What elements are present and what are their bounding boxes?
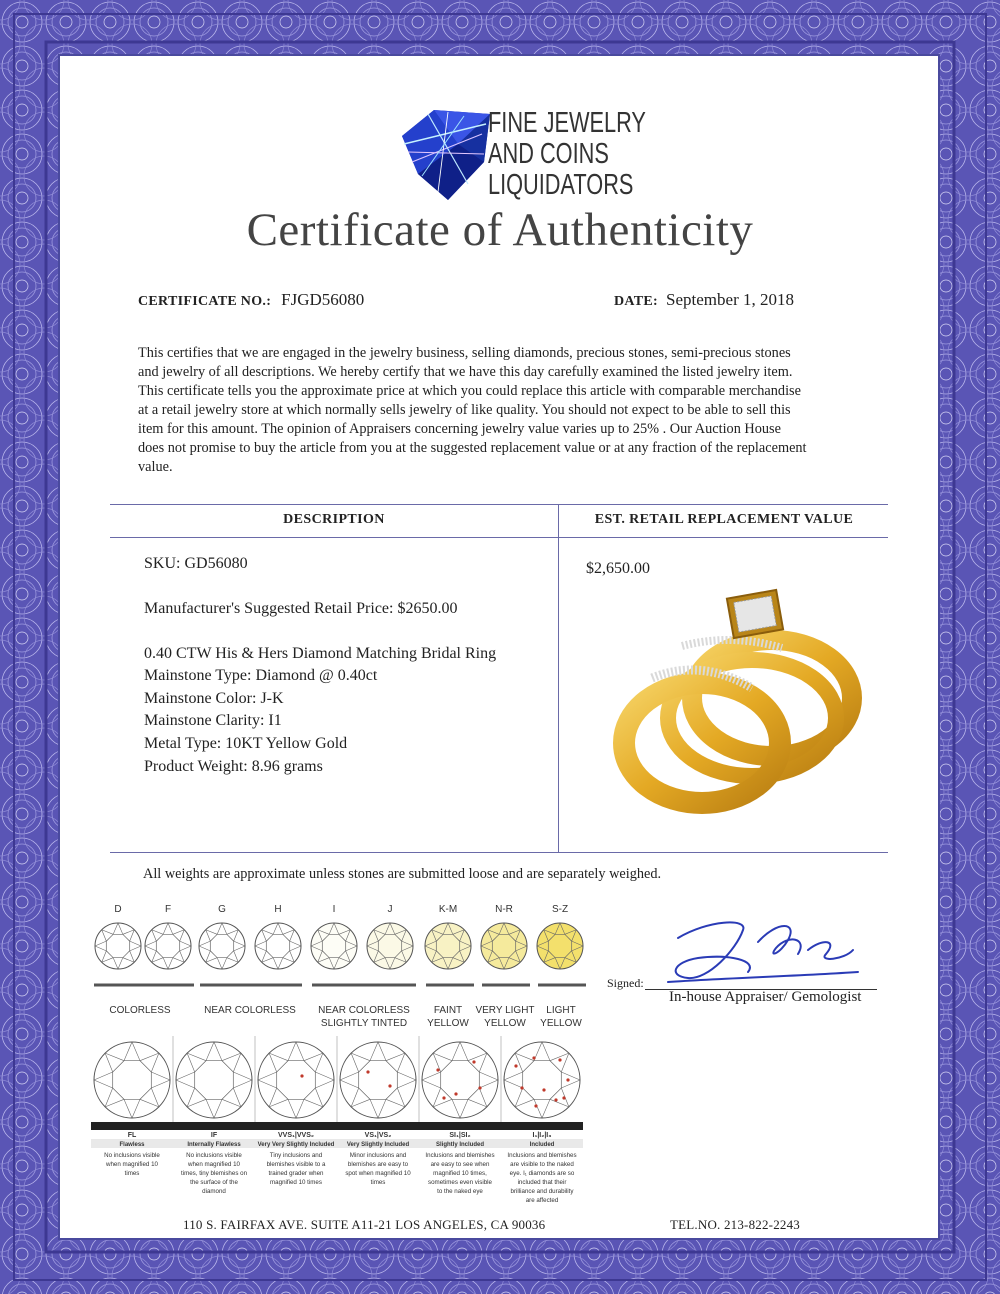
clarity-desc: No inclusions visible	[104, 1152, 160, 1159]
clarity-desc: times, tiny blemishes on	[180, 1170, 248, 1177]
clarity-name: Internally Flawless	[187, 1142, 241, 1148]
clarity-grade: I₁|I₂|I₃	[532, 1132, 552, 1139]
clarity-name: Very Very Slightly Included	[257, 1142, 335, 1148]
color-group-label: NEAR COLORLESS	[204, 1005, 296, 1016]
clarity-inclusion	[472, 1060, 475, 1063]
clarity-desc: Inclusions and blemishes	[507, 1152, 577, 1159]
detail-line: Metal Type: 10KT Yellow Gold	[144, 735, 348, 752]
clarity-name: Included	[529, 1142, 555, 1148]
clarity-grade: IF	[210, 1132, 218, 1139]
date-value: September 1, 2018	[666, 290, 794, 309]
weights-note: All weights are approximate unless stones are submitted loose and are separately weighed.	[143, 866, 662, 882]
color-group-label: COLORLESS	[109, 1005, 171, 1016]
clarity-desc: are easy to see when	[430, 1161, 490, 1168]
color-grade-label: S-Z	[551, 904, 569, 915]
clarity-bar	[419, 1122, 501, 1130]
clarity-inclusion	[558, 1058, 561, 1061]
clarity-inclusion	[514, 1064, 517, 1067]
clarity-inclusion	[388, 1084, 391, 1087]
detail-line: Mainstone Type: Diamond @ 0.40ct	[144, 667, 378, 684]
description-header: DESCRIPTION	[283, 512, 385, 527]
clarity-desc: trained grader when	[268, 1170, 324, 1177]
table-top-rule	[110, 504, 888, 505]
date-label: DATE:	[614, 294, 659, 309]
detail-line: Product Weight: 8.96 grams	[144, 758, 323, 775]
clarity-desc: included that their	[517, 1179, 567, 1186]
color-grade-label: G	[218, 904, 226, 915]
clarity-desc: when magnified 10	[106, 1161, 158, 1168]
detail-line: 0.40 CTW His & Hers Diamond Matching Bridal Ring	[144, 645, 497, 662]
clarity-desc: No inclusions visible	[186, 1152, 242, 1159]
clarity-grade: VVS₁|VVS₂	[278, 1132, 314, 1139]
clarity-desc: brilliance and durability	[510, 1188, 574, 1195]
color-group-label: FAINT	[433, 1005, 463, 1016]
diamond-grading-chart	[90, 896, 610, 1216]
intro-line: value.	[138, 459, 173, 475]
clarity-bar	[91, 1122, 173, 1130]
clarity-desc: to the naked eye	[437, 1188, 483, 1195]
color-group-label: NEAR COLORLESS	[318, 1005, 410, 1016]
color-grade-label: F	[164, 904, 172, 915]
logo-line-1: FINE JEWELRY	[488, 107, 646, 139]
color-group-label: LIGHT	[546, 1005, 576, 1016]
clarity-inclusion	[454, 1092, 457, 1095]
clarity-inclusion	[300, 1074, 303, 1077]
clarity-inclusion	[542, 1088, 545, 1091]
logo-line-3: LIQUIDATORS	[488, 169, 634, 201]
footer-address: 110 S. FAIRFAX AVE. SUITE A11-21 LOS ANGELES, CA 90036	[183, 1217, 546, 1232]
color-group-label: YELLOW	[540, 1018, 582, 1029]
clarity-inclusion	[520, 1086, 523, 1089]
value-header: EST. RETAIL REPLACEMENT VALUE	[594, 512, 854, 527]
clarity-name: Very Slightly Included	[346, 1142, 410, 1148]
table-column-divider	[558, 504, 559, 852]
detail-line: Mainstone Clarity: I1	[144, 712, 282, 729]
clarity-desc: when magnified 10	[188, 1161, 240, 1168]
clarity-desc: eye. I₁ diamonds are so	[509, 1170, 575, 1177]
clarity-inclusion	[566, 1078, 569, 1081]
clarity-inclusion	[436, 1068, 439, 1071]
color-grade-label: H	[274, 904, 282, 915]
intro-line: and jewelry of all descriptions. We hereby certify that we have this day carefully examined the listed jewelry item.	[138, 364, 793, 380]
clarity-desc: are affected	[525, 1197, 559, 1204]
clarity-inclusion	[562, 1096, 565, 1099]
footer-phone: TEL.NO. 213-822-2243	[670, 1217, 801, 1232]
intro-line: at a retail jewelry store at which normally sells jewelry of like quality. You should not expect to be able to sell this	[138, 402, 791, 418]
clarity-name: Flawless	[119, 1142, 145, 1148]
clarity-inclusion	[366, 1070, 369, 1073]
color-group-label: VERY LIGHT	[475, 1005, 535, 1016]
intro-paragraph	[138, 344, 878, 477]
intro-line: does not promise to buy the article from you at the suggested replacement value or at any fraction of the replacement	[138, 440, 807, 456]
clarity-inclusion	[478, 1086, 481, 1089]
clarity-desc: magnified 10 times,	[433, 1170, 487, 1177]
clarity-inclusion	[534, 1104, 537, 1107]
clarity-bar	[173, 1122, 255, 1130]
clarity-desc: the surface of the	[190, 1179, 238, 1186]
clarity-grade: SI₁|SI₂	[449, 1132, 471, 1139]
table-header-rule	[110, 537, 888, 538]
clarity-bar	[501, 1122, 583, 1130]
clarity-desc: sometimes even visible	[428, 1179, 492, 1186]
color-grade-label: I	[332, 904, 336, 915]
appraiser-title: In-house Appraiser/ Gemologist	[669, 989, 862, 1005]
ring-set-image	[612, 588, 862, 826]
color-group-label: SLIGHTLY TINTED	[320, 1018, 408, 1029]
certificate-number-value: FJGD56080	[281, 290, 365, 309]
clarity-bar	[337, 1122, 419, 1130]
replacement-value: $2,650.00	[586, 560, 650, 577]
certificate-number-label: CERTIFICATE NO.:	[138, 294, 272, 309]
clarity-desc: diamond	[202, 1188, 226, 1195]
signature-image	[648, 910, 868, 990]
intro-line: item for this amount. The opinion of Appraisers concerning jewelry value varies up to 25% . Our Auction House	[138, 421, 781, 437]
intro-line: This certificate tells you the approximate price at which you could replace this article with comparable merchandise	[138, 383, 801, 399]
clarity-grade: FL	[127, 1132, 137, 1139]
clarity-desc: times	[370, 1179, 386, 1186]
clarity-desc: blemishes visible to a	[266, 1161, 326, 1168]
detail-line: Mainstone Color: J-K	[144, 690, 284, 707]
clarity-desc: magnified 10 times	[270, 1179, 322, 1186]
clarity-inclusion	[442, 1096, 445, 1099]
certificate-title: Certificate of Authenticity	[246, 204, 754, 256]
clarity-desc: spot when magnified 10	[345, 1170, 411, 1177]
clarity-grade: VS₁|VS₂	[364, 1132, 392, 1139]
clarity-desc: blemishes are easy to	[347, 1161, 409, 1168]
color-grade-label: D	[114, 904, 122, 915]
msrp: Manufacturer's Suggested Retail Price: $2650.00	[144, 600, 458, 617]
intro-line: This certifies that we are engaged in the jewelry business, selling diamonds, precious stones, semi-precious stones	[138, 345, 791, 361]
color-group-label: YELLOW	[484, 1018, 526, 1029]
clarity-bar	[255, 1122, 337, 1130]
clarity-name: Slightly Included	[435, 1142, 485, 1148]
clarity-desc: times	[124, 1170, 140, 1177]
color-grade-label: J	[387, 904, 393, 915]
clarity-desc: Minor inclusions and	[349, 1152, 407, 1159]
color-grade-label: K-M	[438, 904, 458, 915]
signed-label: Signed:	[607, 976, 644, 990]
color-grade-label: N-R	[495, 904, 513, 915]
color-group-label: YELLOW	[427, 1018, 469, 1029]
clarity-desc: Tiny inclusions and	[269, 1152, 323, 1159]
clarity-desc: Inclusions and blemishes	[425, 1152, 495, 1159]
clarity-inclusion	[554, 1098, 557, 1101]
clarity-desc: are visible to the naked	[510, 1161, 574, 1168]
sku: SKU: GD56080	[144, 555, 248, 572]
table-bottom-rule	[110, 852, 888, 853]
logo-line-2: AND COINS	[488, 138, 609, 170]
clarity-inclusion	[532, 1056, 535, 1059]
